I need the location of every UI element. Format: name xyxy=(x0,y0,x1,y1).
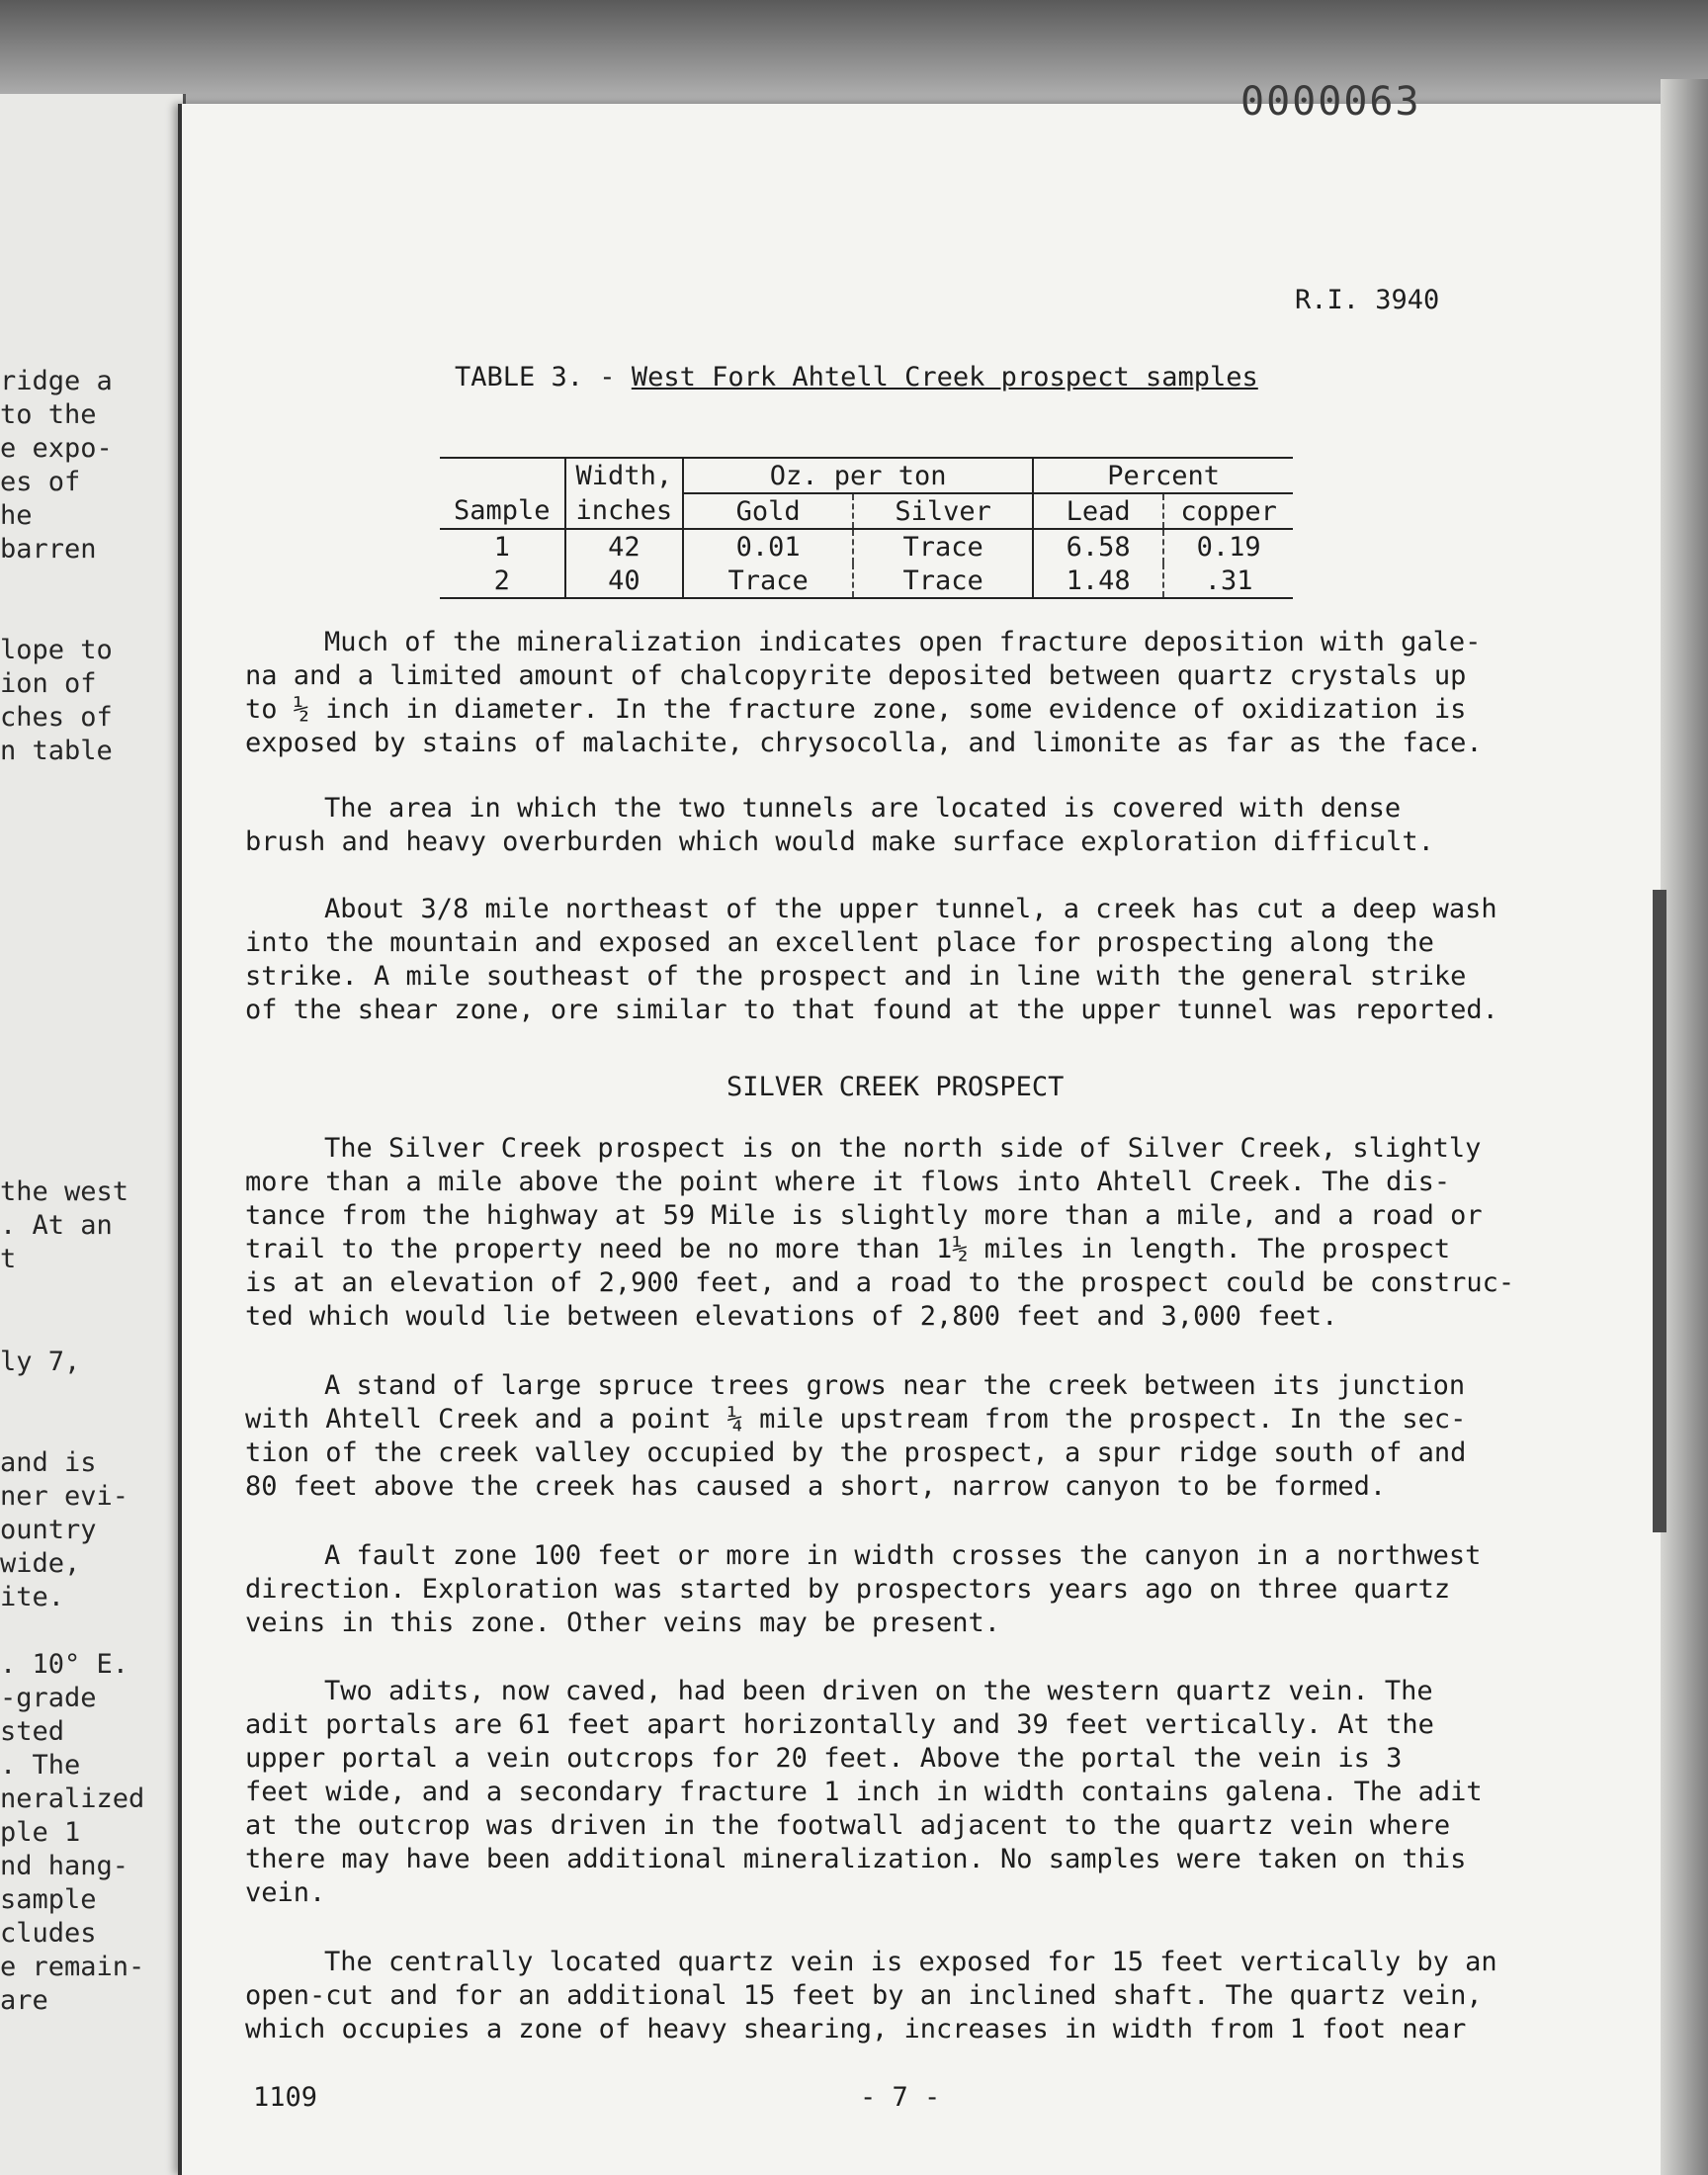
table-row xyxy=(440,564,1293,598)
left-fragment: lope to xyxy=(0,635,113,665)
header-oz-group: Oz. per ton xyxy=(683,458,1033,493)
cell-copper: .31 xyxy=(1163,564,1293,598)
left-fragment: t xyxy=(0,1244,17,1274)
header-width-line1: Width, xyxy=(565,458,684,493)
left-fragment: ridge a xyxy=(0,366,113,396)
paragraph-spruce-trees: A stand of large spruce trees grows near the creek between its junction with Ahtell Creek and a point ¼ mile upstream from the prospect. In the sec- tion of the creek valley occupied by the prospect, a spur ridge south of and 80 feet above the creek has caused a short, narrow canyon to be formed. xyxy=(245,1370,1467,1502)
paragraph-central-vein: The centrally located quartz vein is exposed for 15 feet vertically by an open-cut and for an additional 15 feet by an inclined shaft. The quartz vein, which occupies a zone of heavy shearing, increases in width from 1 foot near xyxy=(245,1947,1497,2044)
header-gold: Gold xyxy=(683,493,853,529)
binding-shadow xyxy=(1653,890,1666,1532)
header-width-line2: inches xyxy=(565,493,684,529)
scan-top-shadow xyxy=(0,0,1708,109)
left-fragment: sted xyxy=(0,1716,65,1747)
left-fragment: cludes xyxy=(0,1918,97,1949)
header-sample: Sample xyxy=(440,493,565,529)
left-fragment: are xyxy=(0,1985,48,2016)
left-fragment: ple 1 xyxy=(0,1817,81,1848)
left-fragment: ite. xyxy=(0,1582,65,1612)
left-fragment: e remain- xyxy=(0,1952,145,1982)
header-silver: Silver xyxy=(853,493,1033,529)
report-id: R.I. 3940 xyxy=(1295,285,1440,315)
cell-width: 42 xyxy=(565,529,684,564)
left-fragment: he xyxy=(0,500,33,531)
left-fragment: the west xyxy=(0,1176,129,1207)
cell-silver: Trace xyxy=(853,564,1033,598)
cell-lead: 1.48 xyxy=(1033,564,1163,598)
paragraph-tunnel-area: The area in which the two tunnels are located is covered with dense brush and heavy overburden which would make surface exploration difficult. xyxy=(245,793,1434,857)
paragraph-fault-zone: A fault zone 100 feet or more in width crosses the canyon in a northwest direction. Exploration was started by prospectors years ago on three quartz veins in this zone. Other veins may be present. xyxy=(245,1540,1482,1638)
left-fragment: to the xyxy=(0,399,97,430)
left-fragment: n table xyxy=(0,736,113,766)
left-fragment: wide, xyxy=(0,1548,81,1579)
samples-table xyxy=(440,457,1293,599)
cell-sample: 1 xyxy=(493,531,510,563)
page-number: - 7 - xyxy=(860,2082,941,2113)
header-lead: Lead xyxy=(1033,493,1163,529)
left-fragment: es of xyxy=(0,467,81,497)
paragraph-creek-wash: About 3/8 mile northeast of the upper tunnel, a creek has cut a deep wash into the mountain and exposed an excellent place for prospecting along the strike. A mile southeast of the prospect and in line with the general strike of the shear zone, ore similar to that found at the upper tunnel was reported. xyxy=(245,894,1498,1025)
cell-width: 40 xyxy=(565,564,684,598)
cell-silver: Trace xyxy=(853,529,1033,564)
left-fragment: ches of xyxy=(0,702,113,733)
left-fragment: e expo- xyxy=(0,433,113,464)
left-fragment: ion of xyxy=(0,668,97,699)
footer-document-number: 1109 xyxy=(253,2082,318,2113)
stamp-number: 0000063 xyxy=(1240,79,1421,125)
left-fragment: nd hang- xyxy=(0,1851,129,1881)
paragraph-adits: Two adits, now caved, had been driven on the western quartz vein. The adit portals are 61 feet apart horizontally and 39 feet vertically. At the upper portal a vein outcrops for 20 feet. Above the portal the vein is 3 feet wide, and a secondary fracture 1 inch in width contains galena. The adit at the outcrop was driven in the footwall adjacent to the quartz vein where there may have been additional mineralization. No samples were taken on this vein. xyxy=(245,1676,1483,1908)
paragraph-silver-creek-location: The Silver Creek prospect is on the north side of Silver Creek, slightly more than a mile above the point where it flows into Ahtell Creek. The dis- tance from the highway at 59 Mile is slightly more than a mile, and a road or trail to the property need be no more than 1½ miles in length. The prospect is at an elevation of 2,900 feet, and a road to the prospect could be construc- ted which would lie between elevations of 2,800 feet and 3,000 feet. xyxy=(245,1133,1515,1332)
cell-gold: Trace xyxy=(683,564,853,598)
table-title xyxy=(455,362,1258,392)
left-fragment: . The xyxy=(0,1750,81,1781)
cell-lead: 6.58 xyxy=(1033,529,1163,564)
left-fragment: neralized xyxy=(0,1784,145,1814)
table-title-main: West Fork Ahtell Creek prospect samples xyxy=(631,362,1258,392)
page-edge xyxy=(1661,79,1708,2175)
left-fragment: ountry xyxy=(0,1515,97,1545)
header-percent-group: Percent xyxy=(1033,458,1293,493)
cell-copper: 0.19 xyxy=(1163,529,1293,564)
paragraph-mineralization: Much of the mineralization indicates open fracture deposition with gale- na and a limited amount of chalcopyrite deposited between quartz crystals up to ½ inch in diameter. In the fracture zone, some evidence of oxidization is exposed by stains of malachite, chrysocolla, and limonite as far as the face. xyxy=(245,627,1483,758)
left-fragment: and is xyxy=(0,1447,97,1478)
table-title-prefix: TABLE 3. - xyxy=(455,362,632,392)
left-fragment: . 10° E. xyxy=(0,1649,129,1680)
table-row xyxy=(440,529,1293,564)
header-copper: copper xyxy=(1163,493,1293,529)
left-fragment: barren xyxy=(0,534,97,565)
left-fragment: ner evi- xyxy=(0,1481,129,1512)
left-fragment: ly 7, xyxy=(0,1347,81,1377)
left-fragment: . At an xyxy=(0,1210,113,1241)
left-fragment: -grade xyxy=(0,1683,97,1713)
left-fragment: sample xyxy=(0,1884,97,1915)
cell-gold: 0.01 xyxy=(683,529,853,564)
section-heading: SILVER CREEK PROSPECT xyxy=(726,1072,1065,1102)
cell-sample: 2 xyxy=(440,564,565,598)
